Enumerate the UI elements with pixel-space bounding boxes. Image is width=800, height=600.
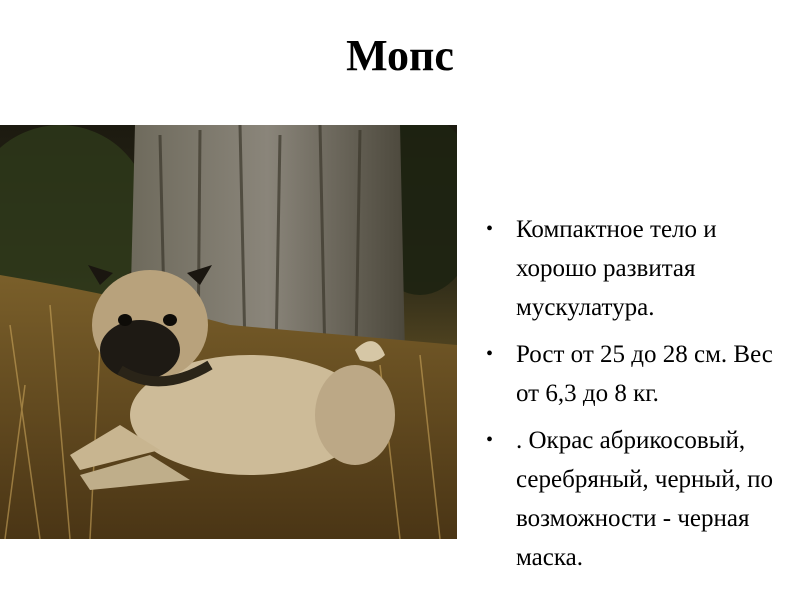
slide-title: Мопс bbox=[346, 31, 454, 80]
bullet-item bbox=[486, 421, 800, 577]
bullet-list bbox=[486, 210, 800, 585]
bullet-marker: • bbox=[486, 218, 494, 240]
bullet-item bbox=[486, 335, 800, 413]
bullet-marker: • bbox=[486, 343, 494, 365]
pug-photo bbox=[0, 125, 457, 539]
bullet-marker: • bbox=[486, 429, 494, 451]
bullet-text: . Окрас абрикосовый, серебряный, черный, по возможности - черная маска. bbox=[516, 427, 773, 571]
bullet-item bbox=[486, 210, 800, 327]
bullet-text: Компактное тело и хорошо развитая мускулатура. bbox=[516, 216, 717, 321]
bullet-text: Рост от 25 до 28 см. Вес от 6,3 до 8 кг. bbox=[516, 341, 773, 407]
